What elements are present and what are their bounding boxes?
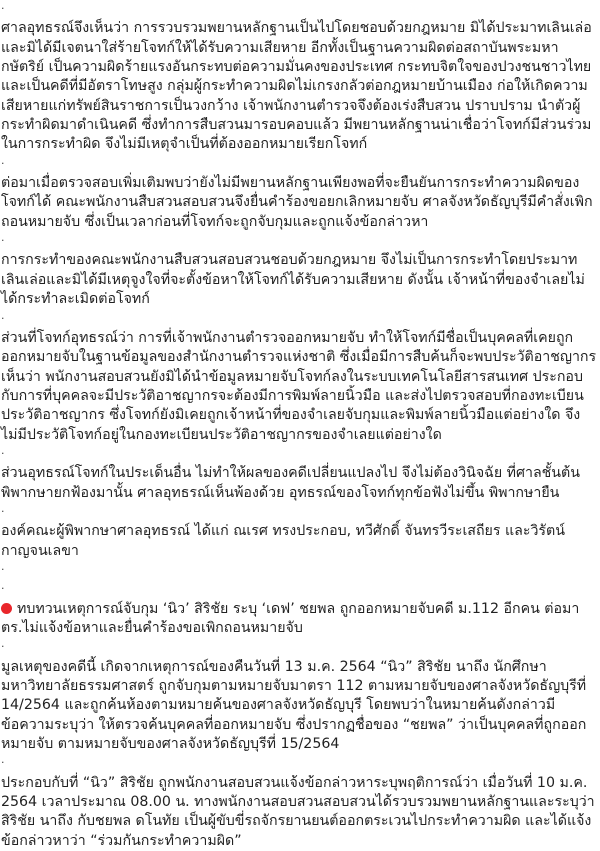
- paragraph-lawful-conduct: การกระทำของคณะพนักงานสืบสวนสอบสวนชอบด้วยกฎหมาย จึงไม่เป็นการกระทำโดยประมาทเลินเล่อและมิได้มีเหตุจูงใจที่จะตั้งข้อหาให้โจทก์ได้รับความเสียหาย ดังนั้น เจ้าหน้าที่ของจำเลยไม่ได้กระทำละเมิดต่อโจทก์: [1, 252, 585, 308]
- paragraph-judge-panel: องค์คณะผู้พิพากษาศาลอุทธรณ์ ได้แก่ ณเรศ ทรงประกอบ, ทวีศักดิ์ จันทรวีระเสถียร และวิรัตน์ กาญจนเลขา: [1, 523, 565, 559]
- paragraph-warrant-revocation: ต่อมาเมื่อตรวจสอบเพิ่มเติมพบว่ายังไม่มีพยานหลักฐานเพียงพอที่จะยืนยันการกระทำความผิดของโจทก์ได้ คณะพนักงานสืบสวนสอบสวนจึงยื่นคำร้องขอยกเลิกหมายจับ ศาลจังหวัดธัญบุรีมีคำสั่งเพิกถอนหมายจับ ซึ่งเป็นเวลาก่อนที่โจทก์จะถูกจับกุมและถูกแจ้งข้อกล่าวหา: [1, 175, 593, 230]
- separator-dot: .: [1, 153, 5, 167]
- related-story-text: ทบทวนเหตุการณ์จับกุม ‘นิว’ สิริชัย ระบุ ‘เดฟ’ ชยพล ถูกออกหมายจับคดี ม.112 อีกคน ต่อมา ตร.ไม่แจ้งข้อหาและยื่นคำร้องขอเพิกถอนหมายจับ: [1, 600, 580, 636]
- paragraph-separator: [1, 580, 598, 599]
- paragraph-separator: [1, 155, 598, 174]
- paragraph-separator: [1, 232, 598, 251]
- paragraph-criminal-record-argument: ส่วนที่โจทก์อุทธรณ์ว่า การที่เจ้าพนักงานตำรวจออกหมายจับ ทำให้โจทก์มีชื่อเป็นบุคคลที่เคยถูกออกหมายจับในฐานข้อมูลของสำนักงานตำรวจแห่งชาติ ซึ่งเมื่อมีการสืบค้นก็จะพบประวัติอาชญากร เห็นว่า พนักงานสอบสวนยังมิได้นำข้อมูลหมายจับโจทก์ลงในระบบเทคโนโลยีสารสนเทศ ประกอบกับการที่บุคคลจะมีประวัติอาชญากรจะต้องมีการพิมพ์ลายนิ้วมือ และส่งไปตรวจสอบที่กองทะเบียนประวัติอาชญากร ซึ่งโจทก์ยังมิเคยถูกเจ้าหน้าที่ของจำเลยจับกุมและพิมพ์ลายนิ้วมือแต่อย่างใด จึงไม่มีประวัติโจทก์อยู่ในกองทะเบียนประวัติอาชญากรของจำเลยแต่อย่างใด: [1, 329, 597, 443]
- separator-dot: .: [1, 501, 5, 515]
- paragraph-separator: [1, 310, 598, 329]
- paragraph-charge-details: ประกอบกับที่ “นิว” สิริชัย ถูกพนักงานสอบสวนแจ้งข้อกล่าวหาระบุพฤติการณ์ว่า เมื่อวันที่ 10 ม.ค. 2564 เวลาประมาณ 08.00 น. ทางพนักงานสอบสวนสอบสวนได้รวบรวมพยานหลักฐานและระบุว่าสิริชัย นาถึง กับชยพล ดโนทัย เป็นผู้ขับขี่รถจักรยานยนต์ออกตระเวนไปกระทำความผิด และได้แจ้งข้อกล่าวหาว่า “ร่วมกันกระทำความผิด”: [1, 774, 595, 849]
- paragraph-separator: [1, 561, 598, 580]
- separator-dot: .: [1, 231, 5, 245]
- separator-dot: .: [1, 637, 5, 651]
- separator-dot: .: [1, 559, 5, 573]
- separator-dot: .: [1, 443, 5, 457]
- paragraph-separator: [1, 0, 598, 19]
- paragraph-related-story-link: [1, 600, 598, 639]
- separator-dot: .: [1, 579, 5, 593]
- paragraph-case-origin: มูลเหตุของคดีนี้ เกิดจากเหตุการณ์ของคืนวันที่ 13 ม.ค. 2564 “นิว” สิริชัย นาถึง นักศึกษามหาวิทยาลัยธรรมศาสตร์ ถูกจับกุมตามหมายจับมาตรา 112 ตามหมายจับของศาลจังหวัดธัญบุรีที่ 14/2564 และถูกค้นห้องตามหมายค้นของศาลจังหวัดธัญบุรี โดยพบว่าในหมายค้นดังกล่าวมีข้อความระบุว่า ให้ตรวจค้นบุคคลที่ออกหมายจับ ซึ่งปรากฏชื่อของ “ชยพล” ว่าเป็นบุคคลที่ถูกออกหมายจับ ตามหมายจับของศาลจังหวัดธัญบุรีที่ 15/2564: [1, 658, 587, 753]
- separator-dot: .: [1, 753, 5, 767]
- paragraph-separator: [1, 754, 598, 773]
- separator-dot: .: [1, 308, 5, 322]
- paragraph-separator: [1, 638, 598, 657]
- red-circle-icon: [1, 603, 12, 614]
- paragraph-separator: [1, 503, 598, 522]
- separator-dot: .: [1, 0, 5, 12]
- paragraph-verdict-upheld: ส่วนอุทธรณ์โจทก์ในประเด็นอื่น ไม่ทำให้ผลของคดีเปลี่ยนแปลงไป จึงไม่ต้องวินิจฉัย ที่ศาลชั้นต้นพิพากษายกฟ้องมานั้น ศาลอุทธรณ์เห็นพ้องด้วย อุทธรณ์ของโจทก์ทุกข้อฟังไม่ขึ้น พิพากษายืน: [1, 465, 580, 501]
- paragraph-appeal-court-finding: ศาลอุทธรณ์จึงเห็นว่า การรวบรวมพยานหลักฐานเป็นไปโดยชอบด้วยกฎหมาย มิได้ประมาทเลินเล่อ และมิได้มีเจตนาใส่ร้ายโจทก์ให้ได้รับความเสียหาย อีกทั้งเป็นฐานความผิดต่อสถาบันพระมหากษัตริย์ เป็นความผิดร้ายแรงอันกระทบต่อความมั่นคงของประเทศ กระทบจิตใจของปวงชนชาวไทย และเป็นคดีที่มีอัตราโทษสูง กลุ่มผู้กระทำความผิดไม่เกรงกลัวต่อกฎหมายบ้านเมือง ก่อให้เกิดความเสียหายแก่ทรัพย์สินราชการเป็นวงกว้าง เจ้าพนักงานตำรวจจึงต้องเร่งสืบสวน ปราบปราม นำตัวผู้กระทำผิดมาดำเนินคดี ซึ่งทำการสืบสวนมารอบคอบแล้ว มีพยานหลักฐานน่าเชื่อว่าโจทก์มีส่วนร่วมในการกระทำผิด จึงไม่มีเหตุจำเป็นที่ต้องออกหมายเรียกโจทก์: [1, 20, 592, 153]
- paragraph-separator: [1, 445, 598, 464]
